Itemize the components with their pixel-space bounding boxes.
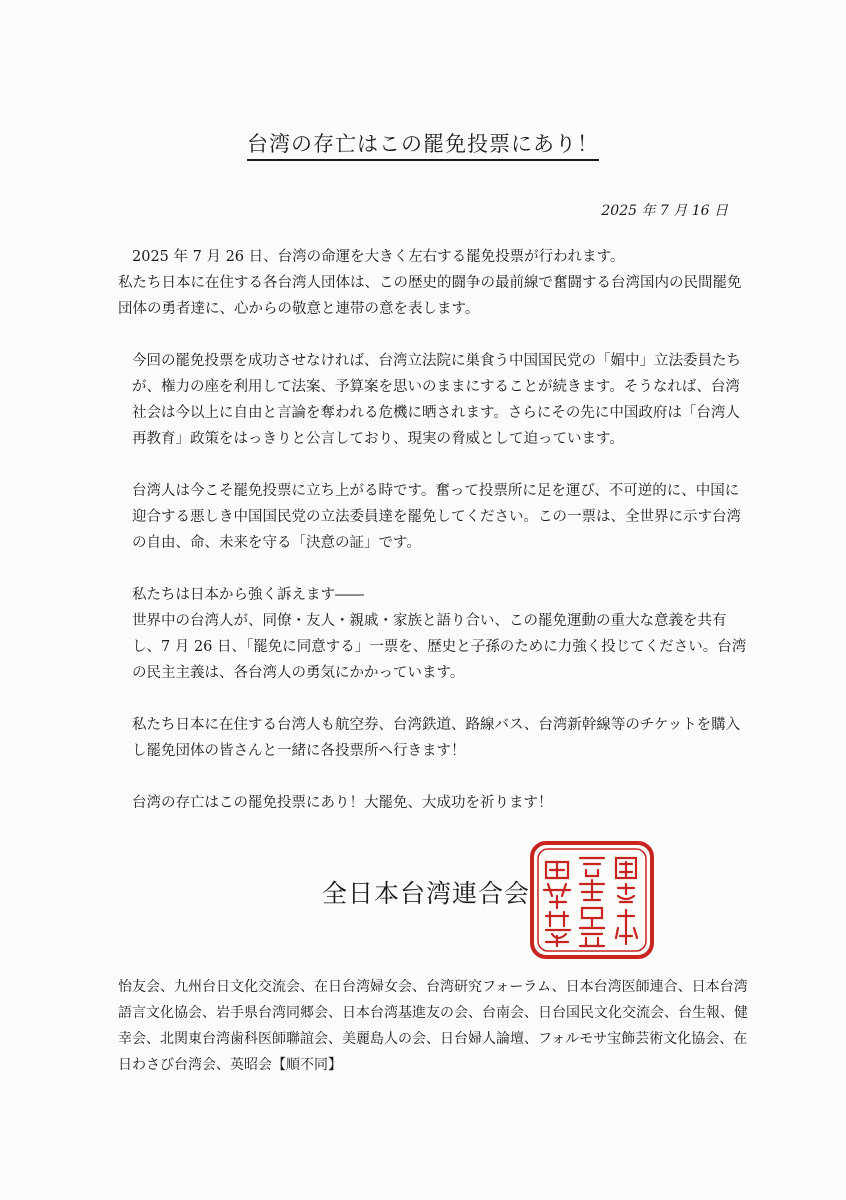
paragraph-4-rest: 世界中の台湾人が、同僚・友人・親戚・家族と語り合い、この罷免運動の重大な意義を共有し、7 月 26 日、「罷免に同意する」一票を、歴史と子孫のために力強く投じてください。台湾の民主主義は、各台湾人の勇気にかかっています。 bbox=[132, 613, 747, 681]
letter-body bbox=[118, 244, 750, 842]
document-date: 2025 年 7 月 16 日 bbox=[601, 203, 728, 219]
paragraph-4 bbox=[118, 582, 750, 686]
paragraph-6 bbox=[118, 790, 750, 816]
paragraph-2 bbox=[118, 348, 750, 452]
paragraph-1-rest: 私たち日本に在住する各台湾人団体は、この歴史的闘争の最前線で奮闘する台湾国内の民間罷免団体の勇者達に、心からの敬意と連帯の意を表します。 bbox=[118, 275, 742, 317]
paragraph-3-text: 台湾人は今こそ罷免投票に立ち上がる時です。奮って投票所に足を運び、不可逆的に、中国に迎合する悪しき中国国民党の立法委員達を罷免してください。この一票は、全世界に示す台湾の自由、命、未来を守る「決意の証」です。 bbox=[132, 483, 741, 551]
paragraph-1-first-line: 2025 年 7 月 26 日、台湾の命運を大きく左右する罷免投票が行われます。 bbox=[132, 249, 625, 265]
signatory-name: 全日本台湾連合会 bbox=[322, 879, 531, 908]
official-seal bbox=[528, 840, 656, 960]
document-title bbox=[0, 128, 846, 158]
paragraph-5 bbox=[118, 712, 750, 764]
title-text: 台湾の存亡はこの罷免投票にあり！ bbox=[247, 132, 599, 161]
seal-characters bbox=[544, 858, 637, 946]
paragraph-2-text: 今回の罷免投票を成功させなければ、台湾立法院に巣食う中国国民党の「媚中」立法委員たちが、権力の座を利用して法案、予算案を思いのままにすることが続きます。そうなれば、台湾社会は今以上に自由と言論を奪われる危機に晒されます。さらにその先に中国政府は「台湾人再教育」政策をはっきりと公言しており、現実の脅威として迫っています。 bbox=[132, 353, 741, 447]
paragraph-1 bbox=[118, 244, 750, 322]
paragraph-6-text: 台湾の存亡はこの罷免投票にあり！大罷免、大成功を祈ります！ bbox=[132, 795, 553, 811]
paragraph-3 bbox=[118, 478, 750, 556]
paragraph-4-first-line: 私たちは日本から強く訴えます―― bbox=[132, 587, 364, 603]
paragraph-5-text: 私たち日本に在住する台湾人も航空券、台湾鉄道、路線バス、台湾新幹線等のチケットを購入し罷免団体の皆さんと一緒に各投票所へ行きます！ bbox=[132, 717, 741, 759]
member-organizations: 怡友会、九州台日文化交流会、在日台湾婦女会、台湾研究フォーラム、日本台湾医師連合、日本台湾語言文化協会、岩手県台湾同郷会、日本台湾基進友の会、台南会、日台国民文化交流会、台生報、健幸会、北関東台湾歯科医師聯誼会、美麗島人の会、日台婦人論壇、フォルモサ宝飾芸術文化協会、在日わさび台湾会、英昭会【順不同】 bbox=[118, 979, 748, 1073]
